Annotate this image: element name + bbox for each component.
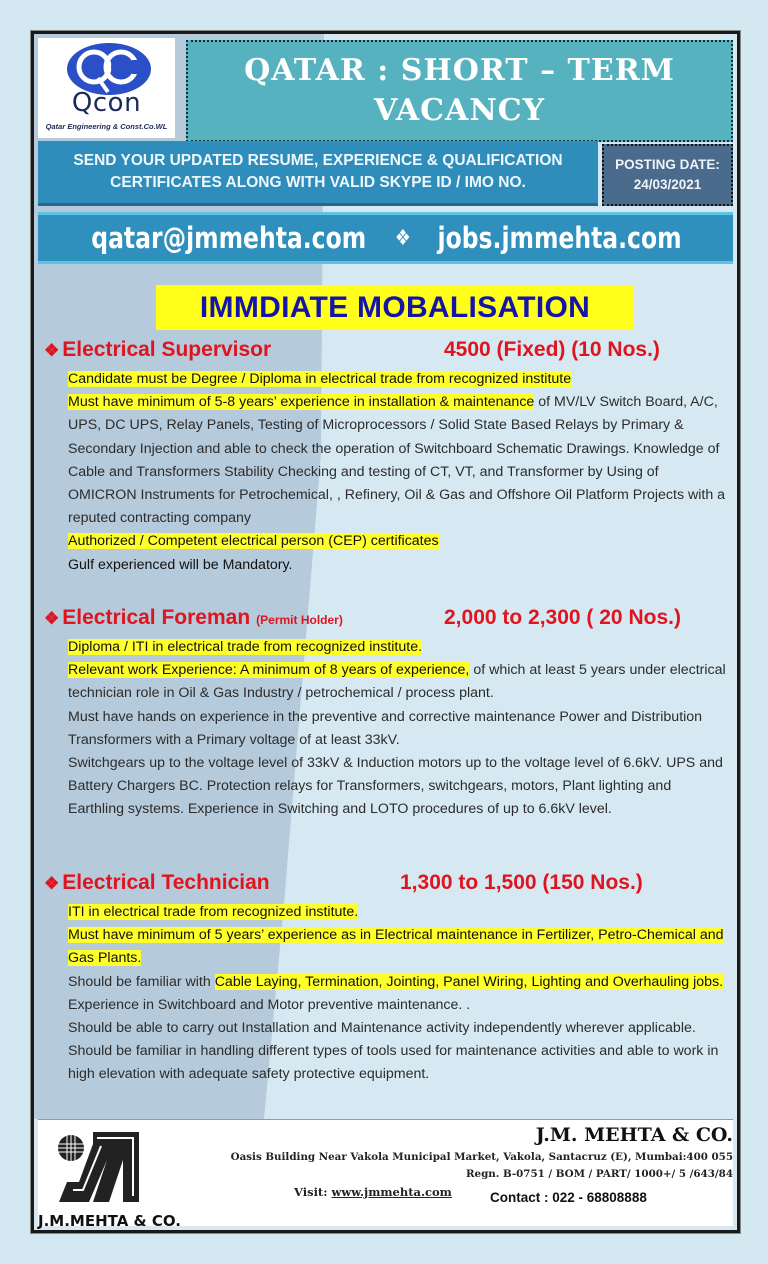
- posting-date-label: POSTING DATE:: [615, 157, 720, 172]
- job-subtitle: (Permit Holder): [256, 613, 343, 627]
- posting-date-value: 24/03/2021: [633, 177, 702, 192]
- job-poster: [31, 31, 740, 1233]
- contact-bar: [38, 212, 733, 264]
- company-address: Oasis Building Near Vakola Municipal Market, Vakola, Santacruz (E), Mumbai:400 055: [230, 1151, 733, 1163]
- qcon-subtitle: Qatar Engineering & Const.Co.WL: [45, 122, 168, 131]
- company-website-link[interactable]: www.jmmehta.com: [331, 1185, 452, 1199]
- job-title: ❖ Electrical Foreman (Permit Holder): [44, 606, 343, 629]
- job-electrical-supervisor: [44, 338, 727, 577]
- instructions-box: [38, 141, 598, 206]
- contact-phone: Contact : 022 - 68808888: [490, 1190, 647, 1205]
- job-pay: 1,300 to 1,500 (150 Nos.): [400, 871, 643, 894]
- diamond-separator-icon: ❖: [394, 225, 411, 251]
- company-name: J.M. MEHTA & CO.: [535, 1124, 733, 1146]
- registration-number: Regn. B-0751 / BOM / PART/ 1000+/ 5 /643/84: [465, 1168, 733, 1180]
- title-line-1: QATAR : SHORT – TERM: [244, 53, 675, 88]
- instructions-line-2: CERTIFICATES ALONG WITH VALID SKYPE ID / IMO NO.: [110, 174, 526, 191]
- footer: [38, 1119, 733, 1230]
- posting-date-box: [602, 144, 733, 206]
- diamond-bullet-icon: ❖: [44, 609, 60, 628]
- visit-line: Visit: www.jmmehta.com: [294, 1185, 452, 1199]
- banner-text: IMMDIATE MOBALISATION: [199, 290, 591, 324]
- job-description: Candidate must be Degree / Diploma in electrical trade from recognized institute Must have minimum of 5-8 years’ experience in installation & maintenance of MV/LV Switch Board, A/C, UPS, DC UPS, Relay Panels, Testing of Microprocessors / Solid State Based Relays by Primary & Secondary Injection and able to check the operation of Switchboard Schematic Drawings. Knowledge of Cable and Transformers Stability Checking and testing of CT, VT, and Transformer by Using of OMICRON Instruments for Petrochemical, , Refinery, Oil & Gas and Offshore Oil Platform Projects with a reputed contracting company Authorized / Competent electrical person (CEP) certificates Gulf experienced will be Mandatory.: [68, 371, 726, 573]
- diamond-bullet-icon: ❖: [44, 341, 60, 360]
- title-box: [186, 40, 733, 142]
- jm-logo-icon: [53, 1130, 141, 1208]
- job-title: ❖ Electrical Technician: [44, 871, 270, 894]
- job-description: Diploma / ITI in electrical trade from recognized institute. Relevant work Experience: A minimum of 8 years of experience, of which at least 5 years under electrical technician role in Oil & Gas Industry / petrochemical / process plant. Must have hands on experience in the preventive and corrective maintenance Power and Distribution Transformers with a Primary voltage of at least 33kV. Switchgears up to the voltage level of 33kV & Induction motors up to the voltage level of 6.6kV. UPS and Battery Chargers BC. Protection relays for Transformers, switchgears, motors, Plant lighting and Earthling systems. Experience in Switching and LOTO procedures of up to 6.6kV level.: [68, 639, 726, 818]
- job-title: ❖ Electrical Supervisor: [44, 338, 272, 361]
- qcon-logo: [38, 38, 175, 138]
- qcon-wordmark: Qcon: [71, 88, 142, 118]
- diamond-bullet-icon: ❖: [44, 874, 60, 893]
- job-pay: 4500 (Fixed) (10 Nos.): [444, 338, 660, 361]
- instructions-line-1: SEND YOUR UPDATED RESUME, EXPERIENCE & QUALIFICATION: [73, 152, 563, 169]
- job-pay: 2,000 to 2,300 ( 20 Nos.): [444, 606, 681, 629]
- job-electrical-technician: [44, 871, 727, 1087]
- title-line-2: VACANCY: [373, 93, 546, 128]
- job-description: ITI in electrical trade from recognized institute. Must have minimum of 5 years’ experience as in Electrical maintenance in Fertilizer, Petro-Chemical and Gas Plants. Should be familiar with Cable Laying, Termination, Jointing, Panel Wiring, Lighting and Overhauling jobs. Experience in Switchboard and Motor preventive maintenance. . Should be able to carry out Installation and Maintenance activity independently wherever applicable. Should be familiar in handling different types of tools used for maintenance activities and able to work in high elevation with adequate safety protective equipment.: [68, 904, 724, 1083]
- website-link[interactable]: jobs.jmmehta.com: [437, 221, 682, 255]
- jm-logo-name: J.M.MEHTA & CO.: [38, 1212, 181, 1230]
- job-electrical-foreman: [44, 606, 727, 822]
- mobilisation-banner: [156, 285, 634, 330]
- email-link[interactable]: qatar@jmmehta.com: [91, 221, 367, 255]
